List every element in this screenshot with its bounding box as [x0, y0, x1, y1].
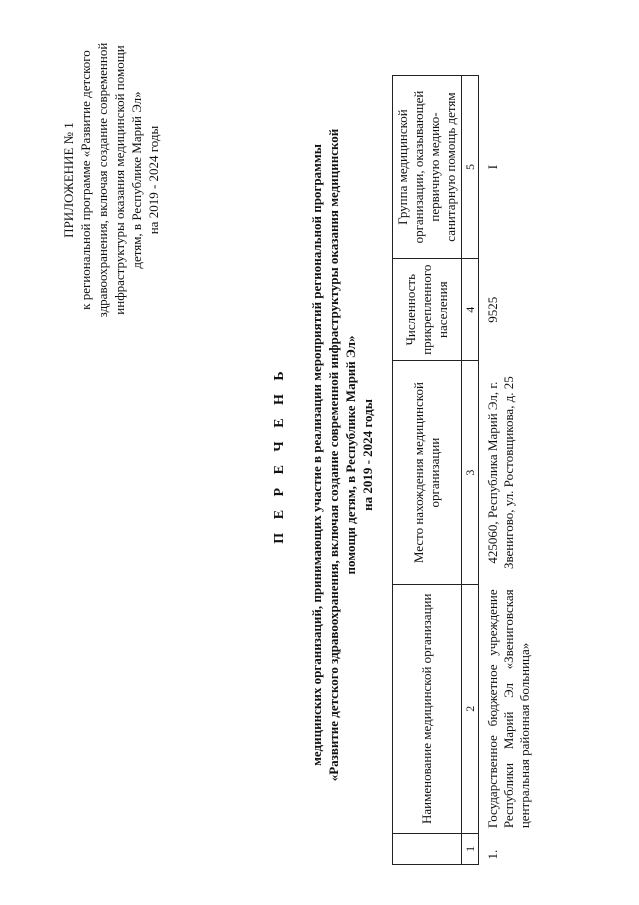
- column-number: 1: [462, 833, 479, 864]
- column-number: 5: [462, 76, 479, 259]
- document-title: [272, 45, 376, 865]
- row-group: I: [485, 164, 500, 170]
- header-population: Численность прикрепленного населения: [393, 259, 462, 361]
- title-line: помощи детям, в Республике Марий Эл»: [343, 335, 358, 575]
- column-number: 2: [462, 584, 479, 833]
- header-num: [393, 833, 462, 864]
- appendix-header: [60, 15, 162, 345]
- organizations-table: [392, 75, 535, 865]
- appendix-line: на 2019 - 2024 годы: [146, 125, 161, 235]
- appendix-line: инфраструктуры оказания медицинской помощи: [112, 45, 127, 315]
- column-number: 3: [462, 361, 479, 585]
- row-location: 425060, Республика Марий Эл, г. Звенигово, ул. Ростовщикова, д. 25: [485, 376, 516, 570]
- title-line: на 2019 - 2024 годы: [360, 399, 375, 511]
- row-organization-name: Государственное бюджетное учреждение Республики Марий Эл «Звениговская центральная районная больница»: [485, 589, 532, 829]
- row-number: 1.: [485, 849, 500, 860]
- header-location: Место нахождения медицинской организации: [393, 361, 462, 585]
- appendix-line: ПРИЛОЖЕНИЕ № 1: [61, 122, 76, 238]
- appendix-line: детям, в Республике Марий Эл»: [129, 91, 144, 269]
- column-number: 4: [462, 259, 479, 361]
- title-line: медицинских организаций, принимающих участие в реализации мероприятий региональной программы: [309, 144, 324, 766]
- appendix-line: к региональной программе «Развитие детского: [78, 50, 93, 310]
- header-group: Группа медицинской организации, оказывающей первичную медико-санитарную помощь детям: [393, 76, 462, 259]
- row-population: 9525: [485, 296, 500, 323]
- header-name: Наименование медицинской организации: [393, 584, 462, 833]
- table-row: [479, 76, 536, 865]
- table-header-row: [393, 76, 462, 865]
- title-heading: П Е Р Е Ч Е Н Ь: [272, 366, 287, 544]
- title-line: «Развитие детского здравоохранения, включая создание современной инфраструктуры оказания медицинской: [326, 128, 341, 782]
- column-number-row: [462, 76, 479, 865]
- appendix-line: здравоохранения, включая создание современной: [95, 42, 110, 318]
